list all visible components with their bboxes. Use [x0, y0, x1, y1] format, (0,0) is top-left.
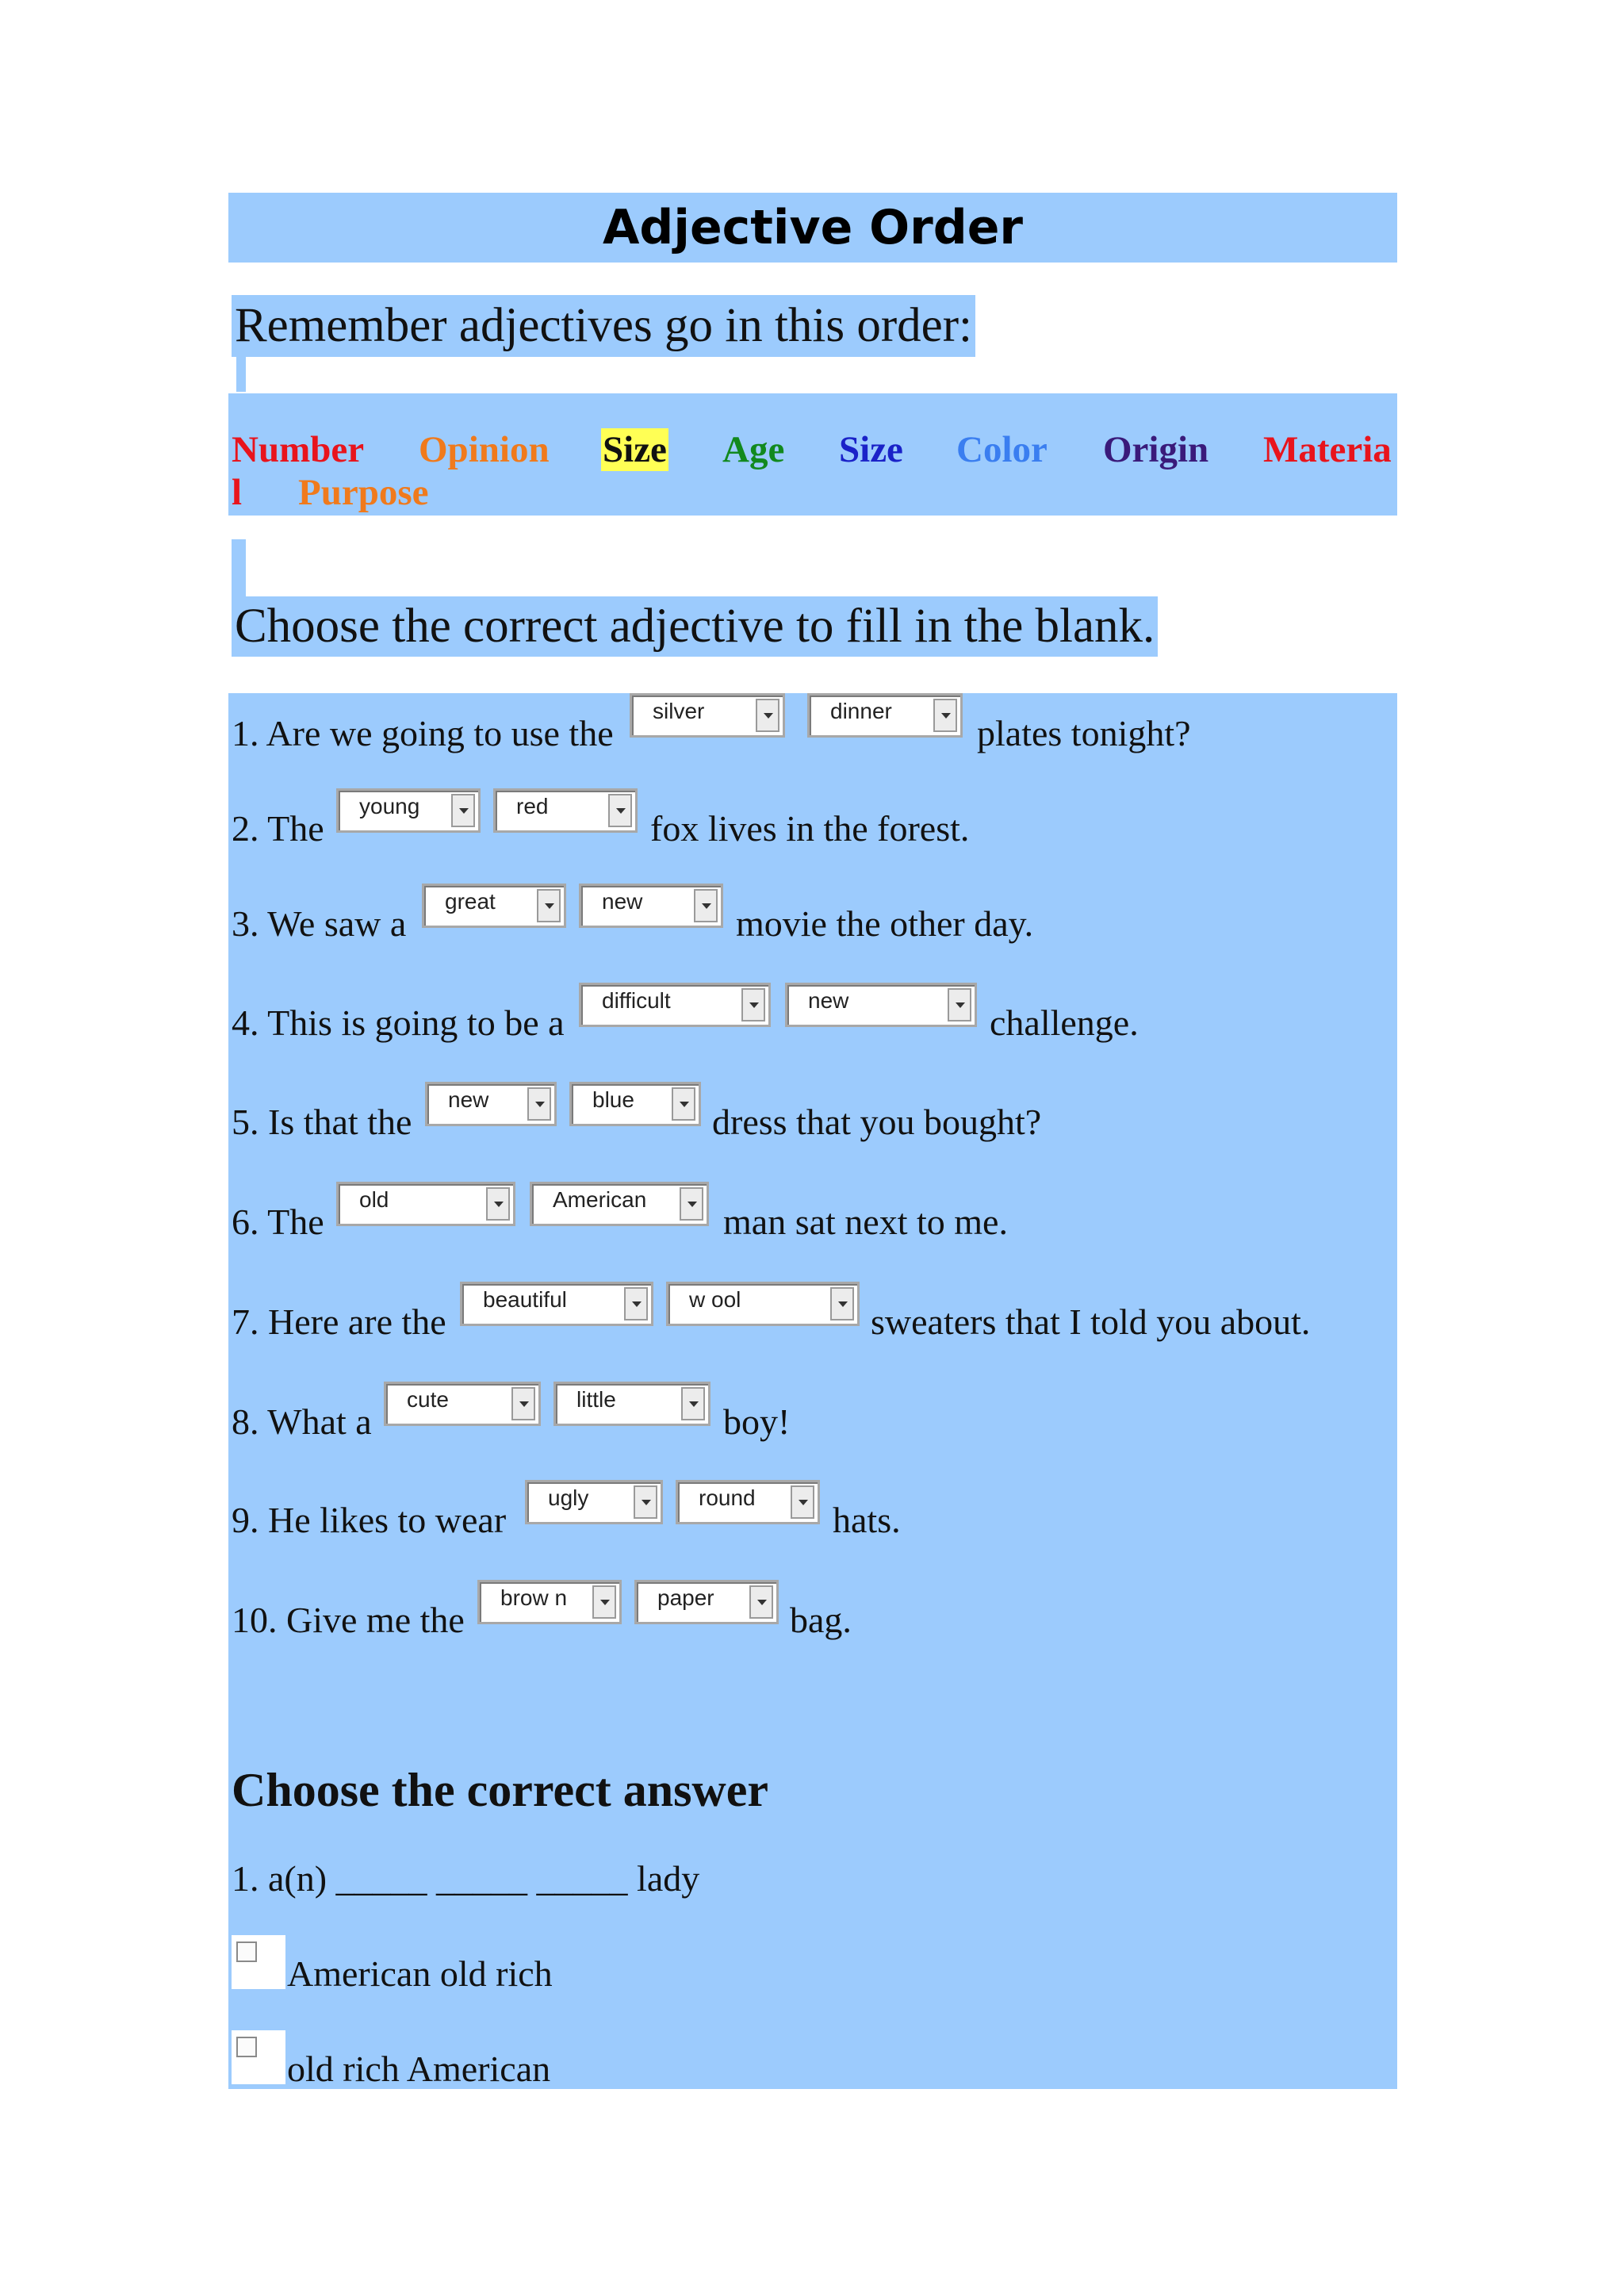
dropdown-value: brow n [500, 1585, 568, 1610]
chevron-down-icon[interactable] [680, 1187, 703, 1221]
adjective-order-box [228, 393, 1397, 516]
adjective-dropdown[interactable] [634, 1580, 779, 1624]
dropdown-value: new [602, 889, 643, 914]
question-prefix: 9. He likes to wear [232, 1500, 507, 1540]
adjective-dropdown[interactable] [553, 1382, 710, 1426]
dropdown-value: round [699, 1485, 756, 1510]
order-word-number: Number [232, 429, 365, 470]
question-prefix: 6. The [232, 1202, 324, 1242]
highlight-stub [236, 357, 246, 392]
page-title: Adjective Order [228, 193, 1397, 263]
dropdown-value: dinner [830, 699, 892, 723]
chevron-down-icon[interactable] [672, 1087, 695, 1121]
dropdown-value: paper [657, 1585, 714, 1610]
question-suffix: dress that you bought? [712, 1102, 1042, 1142]
adjective-dropdown[interactable] [460, 1282, 653, 1326]
dropdown-value: beautiful [483, 1287, 567, 1312]
adjective-dropdown[interactable] [579, 884, 723, 928]
order-word-origin: Origin [1103, 429, 1209, 470]
chevron-down-icon[interactable] [624, 1287, 648, 1320]
chevron-down-icon[interactable] [741, 988, 765, 1022]
question-suffix: bag. [790, 1600, 852, 1640]
chevron-down-icon[interactable] [681, 1387, 705, 1420]
remember-heading: Remember adjectives go in this order: [232, 295, 975, 357]
adjective-dropdown[interactable] [422, 884, 566, 928]
dropdown-value: blue [592, 1087, 634, 1112]
chevron-down-icon[interactable] [830, 1287, 854, 1320]
question-prefix: 4. This is going to be a [232, 1002, 565, 1043]
adjective-dropdown[interactable] [425, 1082, 557, 1126]
chevron-down-icon[interactable] [634, 1485, 657, 1519]
question-suffix: boy! [723, 1401, 791, 1442]
dropdown-value: cute [407, 1387, 449, 1412]
question-suffix: challenge. [990, 1002, 1139, 1043]
chevron-down-icon[interactable] [592, 1585, 616, 1619]
adjective-dropdown[interactable] [493, 788, 638, 833]
question-suffix: man sat next to me. [723, 1202, 1008, 1242]
adjective-dropdown[interactable] [336, 1182, 515, 1226]
adjective-dropdown[interactable] [525, 1480, 663, 1524]
question-prefix: 2. The [232, 808, 324, 849]
order-word-opinion: Opinion [419, 429, 550, 470]
chevron-down-icon[interactable] [791, 1485, 814, 1519]
order-word-age: Age [722, 429, 785, 470]
adjective-dropdown[interactable] [530, 1182, 709, 1226]
order-word-material-end: l [232, 472, 243, 513]
highlight-stub [232, 539, 246, 596]
adjective-dropdown[interactable] [384, 1382, 541, 1426]
chevron-down-icon[interactable] [948, 988, 971, 1022]
adjective-dropdown[interactable] [569, 1082, 701, 1126]
chevron-down-icon[interactable] [608, 794, 632, 827]
option-label: old rich American [287, 2049, 551, 2089]
adjective-dropdown[interactable] [579, 983, 771, 1027]
adjective-dropdown[interactable] [807, 693, 963, 738]
adjective-dropdown[interactable] [676, 1480, 820, 1524]
adjective-dropdown[interactable] [477, 1580, 622, 1624]
question-prefix: 3. We saw a [232, 903, 407, 944]
dropdown-value: young [359, 794, 420, 818]
chevron-down-icon[interactable] [537, 889, 561, 922]
adjective-dropdown[interactable] [630, 693, 785, 738]
question-suffix: plates tonight? [977, 713, 1191, 753]
question-suffix: fox lives in the forest. [650, 808, 970, 849]
dropdown-value: new [808, 988, 849, 1013]
order-word-size-2: Size [839, 429, 903, 470]
question-prefix: 8. What a [232, 1401, 372, 1442]
chevron-down-icon[interactable] [486, 1187, 510, 1221]
order-word-purpose: Purpose [298, 472, 429, 513]
dropdown-value: old [359, 1187, 389, 1212]
fill-blank-heading: Choose the correct adjective to fill in the blank. [232, 596, 1158, 657]
question-prefix: 7. Here are the [232, 1301, 446, 1342]
chevron-down-icon[interactable] [527, 1087, 551, 1121]
order-word-material: Materia [1263, 429, 1392, 470]
dropdown-value: little [576, 1387, 616, 1412]
dropdown-value: great [445, 889, 496, 914]
question-prefix: 5. Is that the [232, 1102, 412, 1142]
dropdown-value: red [516, 794, 549, 818]
checkbox-icon [236, 1941, 257, 1962]
mc-question: 1. a(n) _____ _____ _____ lady [232, 1858, 700, 1899]
dropdown-value: new [448, 1087, 489, 1112]
question-suffix: movie the other day. [736, 903, 1034, 944]
question-suffix: sweaters that I told you about. [871, 1301, 1311, 1342]
checkbox-icon [236, 2037, 257, 2057]
option-checkbox[interactable] [232, 2030, 285, 2084]
question-prefix: 10. Give me the [232, 1600, 465, 1640]
multiple-choice-heading: Choose the correct answer [232, 1764, 769, 1816]
dropdown-value: w ool [689, 1287, 741, 1312]
dropdown-value: difficult [602, 988, 671, 1013]
question-suffix: hats. [833, 1500, 901, 1540]
option-label: American old rich [287, 1953, 553, 1994]
dropdown-value: ugly [548, 1485, 589, 1510]
adjective-dropdown[interactable] [785, 983, 977, 1027]
dropdown-value: silver [653, 699, 705, 723]
chevron-down-icon[interactable] [694, 889, 718, 922]
chevron-down-icon[interactable] [451, 794, 475, 827]
dropdown-value: American [553, 1187, 647, 1212]
adjective-dropdown[interactable] [666, 1282, 860, 1326]
order-word-color: Color [956, 429, 1048, 470]
question-prefix: 1. Are we going to use the [232, 713, 614, 753]
chevron-down-icon[interactable] [749, 1585, 773, 1619]
adjective-dropdown[interactable] [336, 788, 481, 833]
chevron-down-icon[interactable] [933, 699, 957, 732]
order-word-size-1: Size [603, 429, 667, 470]
chevron-down-icon[interactable] [756, 699, 779, 732]
chevron-down-icon[interactable] [511, 1387, 535, 1420]
option-checkbox[interactable] [232, 1935, 285, 1989]
